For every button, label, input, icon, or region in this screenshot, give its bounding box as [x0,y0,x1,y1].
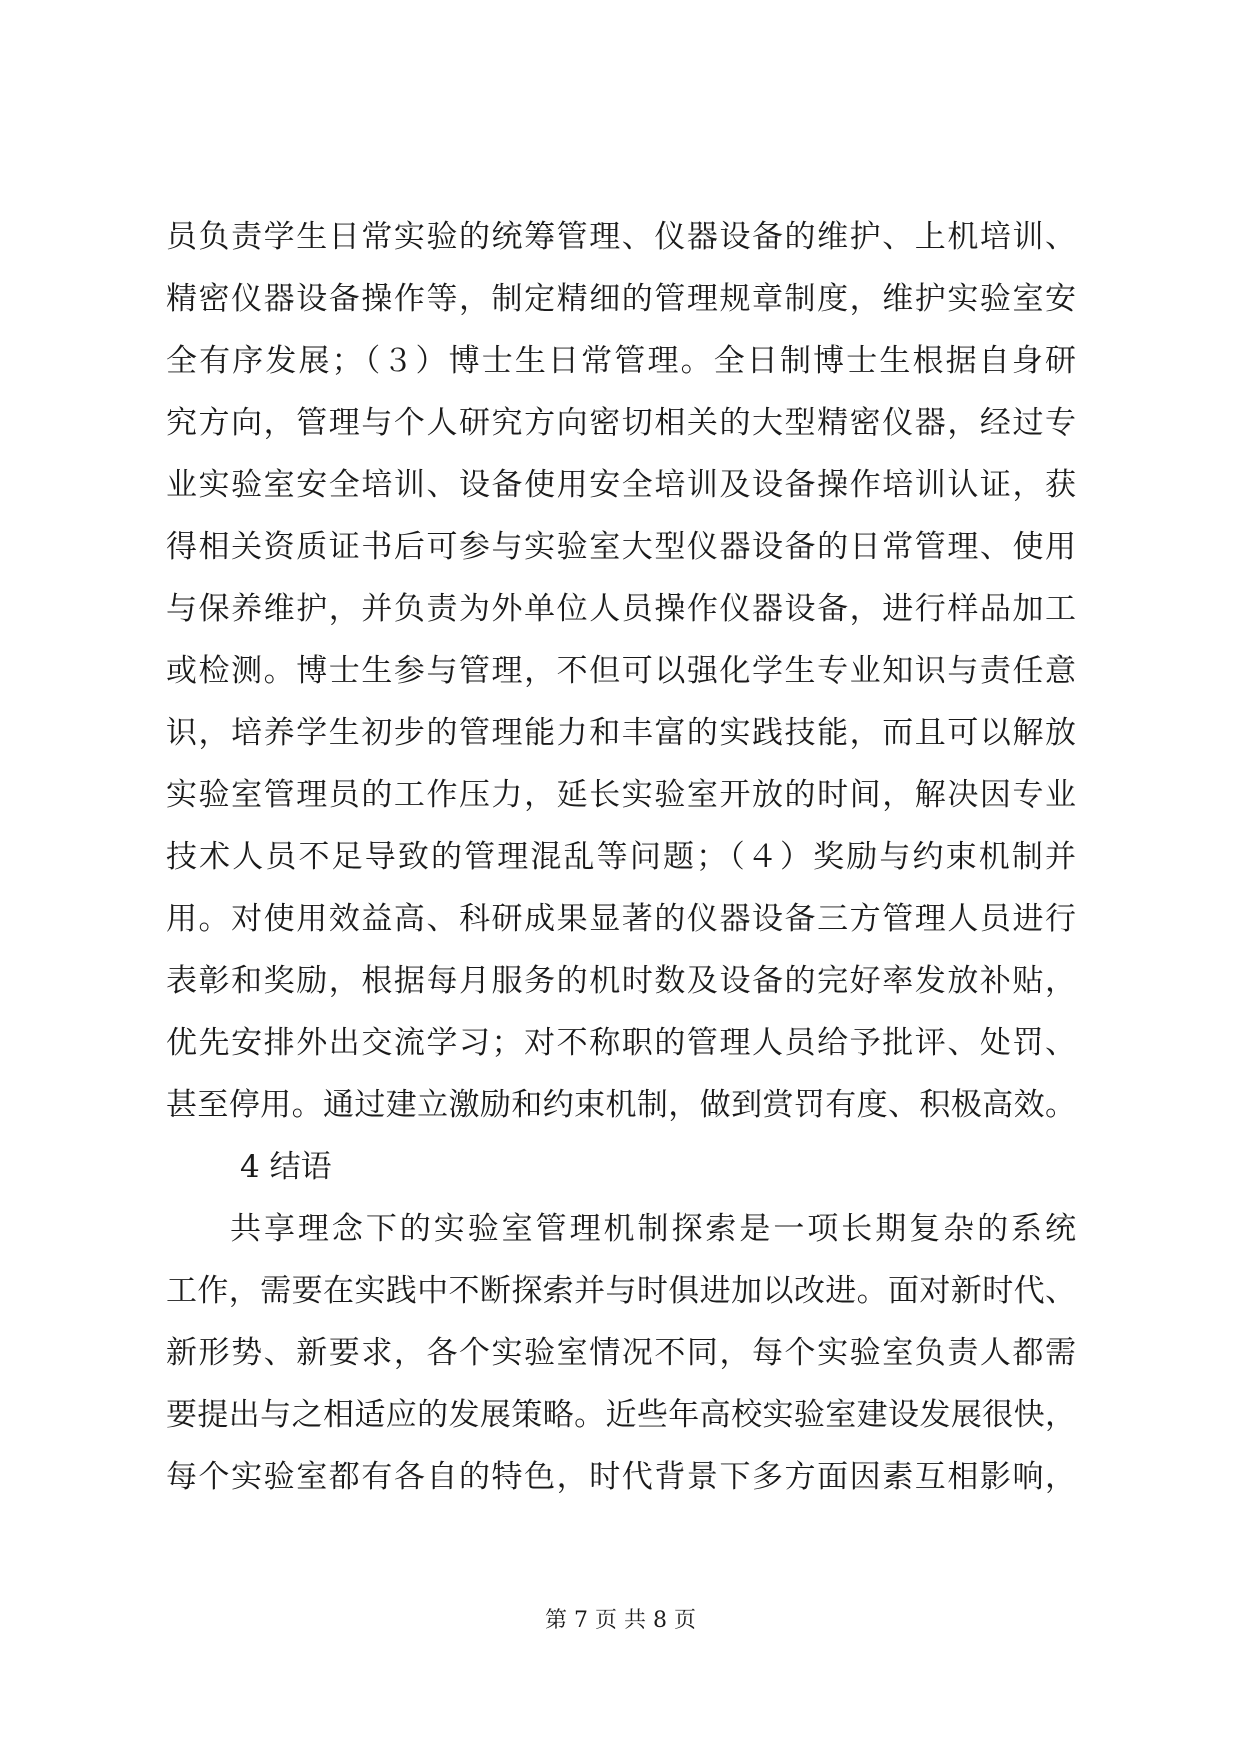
text-line: 与保养维护，并负责为外单位人员操作仪器设备，进行样品加工 [166,591,1076,627]
text-line: 用。对使用效益高、科研成果显著的仪器设备三方管理人员进行 [166,901,1076,937]
page-footer: 第 7 页 共 8 页 [545,1608,696,1633]
text-line: 新形势、新要求，各个实验室情况不同，每个实验室负责人都需 [166,1335,1076,1371]
text-line: 技术人员不足导致的管理混乱等问题；（４）奖励与约束机制并 [166,839,1076,875]
text-line: 工作，需要在实践中不断探索并与时俱进加以改进。面对新时代、 [166,1273,1076,1309]
text-line: 精密仪器设备操作等，制定精细的管理规章制度，维护实验室安 [166,281,1076,317]
text-line: 表彰和奖励，根据每月服务的机时数及设备的完好率发放补贴， [166,963,1076,999]
text-line: 员负责学生日常实验的统筹管理、仪器设备的维护、上机培训、 [166,219,1076,255]
text-line: 要提出与之相适应的发展策略。近些年高校实验室建设发展很快， [166,1397,1076,1433]
text-line: 业实验室安全培训、设备使用安全培训及设备操作培训认证，获 [166,467,1076,503]
text-line: 全有序发展；（３）博士生日常管理。全日制博士生根据自身研 [166,343,1076,379]
text-line: 每个实验室都有各自的特色，时代背景下多方面因素互相影响， [166,1459,1076,1495]
body-text [166,206,1076,1508]
text-line: 得相关资质证书后可参与实验室大型仪器设备的日常管理、使用 [166,529,1076,565]
text-line: 识，培养学生初步的管理能力和丰富的实践技能，而且可以解放 [166,715,1076,751]
text-line: 共享理念下的实验室管理机制探索是一项长期复杂的系统 [230,1211,1076,1247]
text-line: 甚至停用。通过建立激励和约束机制，做到赏罚有度、积极高效。 [166,1087,1076,1123]
text-line: 优先安排外出交流学习；对不称职的管理人员给予批评、处罚、 [166,1025,1076,1061]
text-line: 或检测。博士生参与管理，不但可以强化学生专业知识与责任意 [166,653,1076,689]
section-heading: 4 结语 [240,1149,332,1185]
paragraph-2 [166,1198,1076,1508]
text-line: 实验室管理员的工作压力，延长实验室开放的时间，解决因专业 [166,777,1076,813]
text-line: 究方向，管理与个人研究方向密切相关的大型精密仪器，经过专 [166,405,1076,441]
paragraph-1 [166,206,1076,1136]
